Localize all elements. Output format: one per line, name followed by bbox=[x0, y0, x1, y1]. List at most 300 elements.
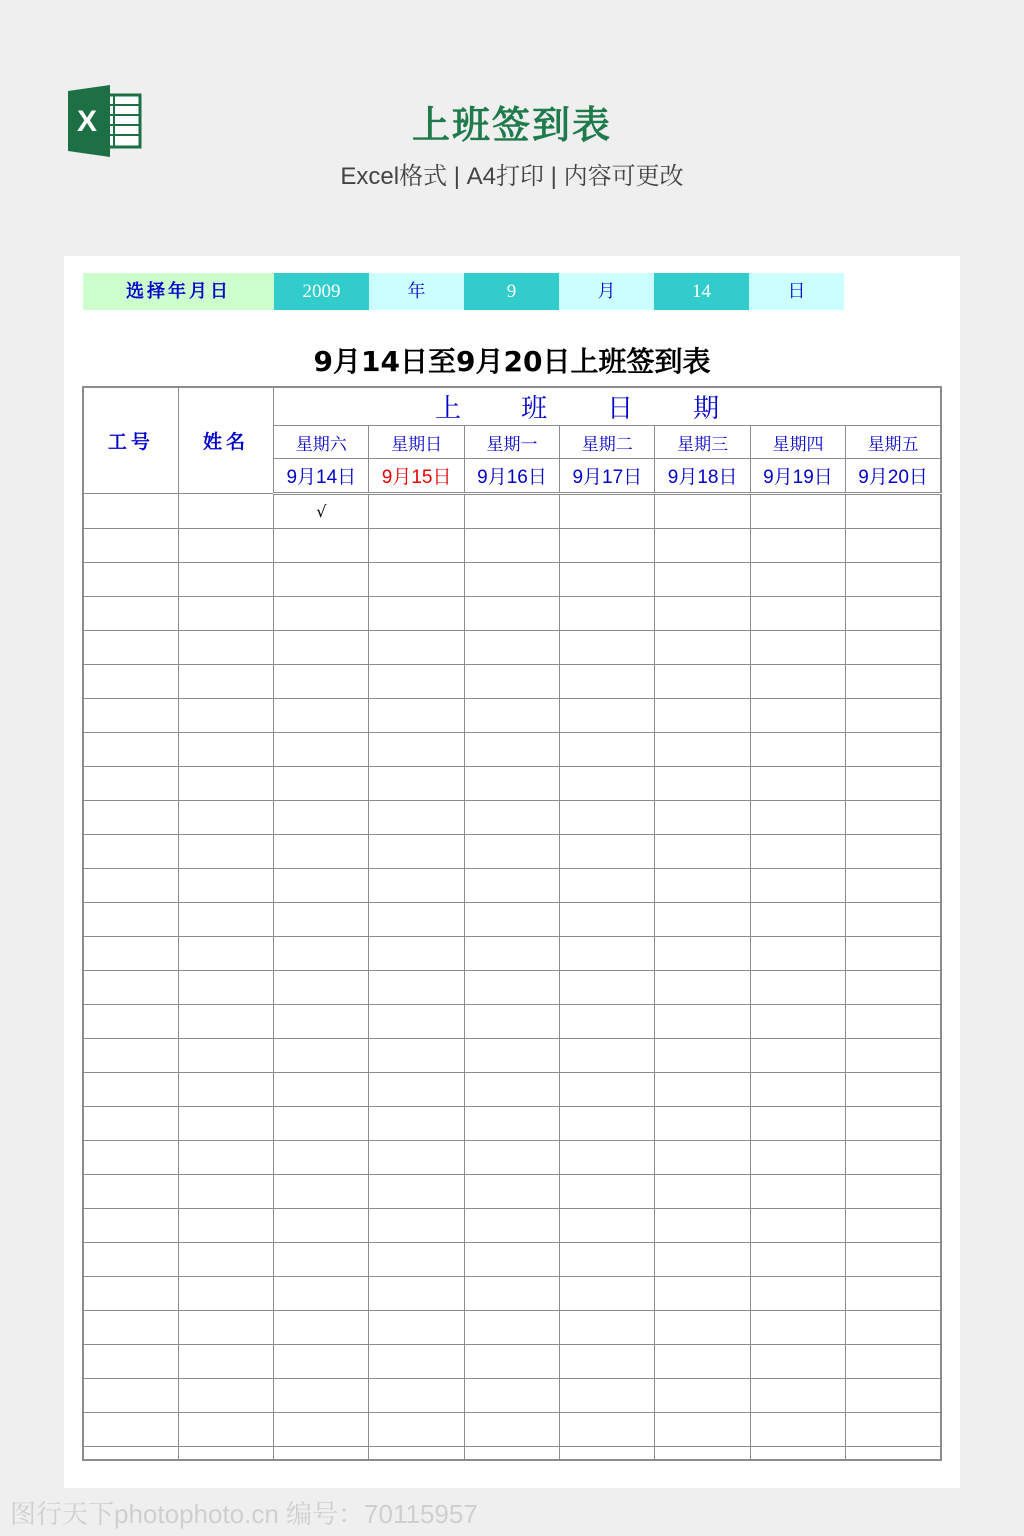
sign-in-cell[interactable] bbox=[369, 1209, 464, 1243]
sign-in-cell[interactable] bbox=[274, 903, 369, 937]
sign-in-cell[interactable] bbox=[560, 1209, 655, 1243]
employee-id-cell[interactable] bbox=[83, 1073, 178, 1107]
sign-in-cell[interactable] bbox=[274, 1277, 369, 1311]
name-cell[interactable] bbox=[178, 1005, 273, 1039]
sign-in-cell[interactable] bbox=[846, 1005, 941, 1039]
table-row bbox=[83, 903, 941, 937]
sign-in-cell[interactable] bbox=[560, 835, 655, 869]
sign-in-cell[interactable] bbox=[369, 937, 464, 971]
weekday-header: 星期二 bbox=[560, 426, 655, 459]
employee-id-cell[interactable] bbox=[83, 1175, 178, 1209]
employee-id-cell[interactable] bbox=[83, 1379, 178, 1413]
sign-in-cell[interactable] bbox=[750, 1243, 845, 1277]
sign-in-cell[interactable] bbox=[369, 529, 464, 563]
sign-in-cell[interactable] bbox=[750, 869, 845, 903]
sign-in-cell[interactable] bbox=[560, 631, 655, 665]
sign-in-cell[interactable] bbox=[464, 563, 559, 597]
sign-in-cell[interactable] bbox=[369, 1345, 464, 1379]
sign-in-cell[interactable] bbox=[655, 1175, 750, 1209]
sign-in-cell[interactable] bbox=[655, 1311, 750, 1345]
sign-in-cell[interactable] bbox=[274, 1209, 369, 1243]
sign-in-cell[interactable] bbox=[750, 903, 845, 937]
sign-in-cell[interactable] bbox=[655, 1141, 750, 1175]
partial-cell bbox=[464, 1447, 559, 1461]
employee-id-cell[interactable] bbox=[83, 1413, 178, 1447]
sign-in-cell[interactable] bbox=[369, 1039, 464, 1073]
sign-in-cell[interactable] bbox=[274, 971, 369, 1005]
sign-in-cell[interactable] bbox=[369, 1005, 464, 1039]
sign-in-cell[interactable] bbox=[750, 1107, 845, 1141]
sign-in-cell[interactable] bbox=[846, 1311, 941, 1345]
table-row bbox=[83, 971, 941, 1005]
table-row bbox=[83, 1379, 941, 1413]
sign-in-cell[interactable] bbox=[750, 1311, 845, 1345]
sign-in-cell[interactable] bbox=[750, 1413, 845, 1447]
name-cell[interactable] bbox=[178, 733, 273, 767]
sign-in-cell[interactable] bbox=[750, 1005, 845, 1039]
sign-in-cell[interactable] bbox=[369, 631, 464, 665]
name-cell[interactable] bbox=[178, 699, 273, 733]
sign-in-cell[interactable] bbox=[369, 1311, 464, 1345]
sign-in-cell[interactable] bbox=[846, 1345, 941, 1379]
month-cell[interactable]: 9 bbox=[464, 273, 559, 310]
sign-in-cell[interactable] bbox=[464, 869, 559, 903]
sign-in-cell[interactable] bbox=[560, 971, 655, 1005]
sign-in-cell[interactable] bbox=[560, 665, 655, 699]
sign-in-cell[interactable] bbox=[560, 1345, 655, 1379]
name-cell[interactable] bbox=[178, 1107, 273, 1141]
sign-in-cell[interactable] bbox=[560, 767, 655, 801]
sign-in-cell[interactable] bbox=[846, 1277, 941, 1311]
sign-in-cell[interactable] bbox=[274, 1413, 369, 1447]
sign-in-cell[interactable] bbox=[655, 1277, 750, 1311]
sign-in-cell[interactable] bbox=[846, 494, 941, 529]
name-cell[interactable] bbox=[178, 1413, 273, 1447]
sign-in-cell[interactable] bbox=[750, 937, 845, 971]
name-cell[interactable] bbox=[178, 1141, 273, 1175]
sign-in-cell[interactable] bbox=[464, 1209, 559, 1243]
sign-in-cell[interactable] bbox=[846, 835, 941, 869]
sign-in-cell[interactable] bbox=[274, 801, 369, 835]
sign-in-cell[interactable] bbox=[464, 1039, 559, 1073]
sign-in-cell[interactable] bbox=[846, 1379, 941, 1413]
sign-in-cell[interactable] bbox=[274, 767, 369, 801]
sign-in-cell[interactable] bbox=[750, 1073, 845, 1107]
sign-in-cell[interactable] bbox=[750, 1379, 845, 1413]
sign-in-cell[interactable] bbox=[464, 903, 559, 937]
sign-in-cell[interactable] bbox=[464, 1107, 559, 1141]
sign-in-cell[interactable] bbox=[369, 1073, 464, 1107]
sign-in-cell[interactable] bbox=[655, 1209, 750, 1243]
sign-in-cell[interactable] bbox=[274, 1073, 369, 1107]
partial-cell bbox=[750, 1447, 845, 1461]
sign-in-cell[interactable] bbox=[369, 1243, 464, 1277]
sign-in-cell[interactable] bbox=[274, 937, 369, 971]
sign-in-cell[interactable] bbox=[846, 631, 941, 665]
sign-in-cell[interactable] bbox=[655, 699, 750, 733]
sign-in-cell[interactable] bbox=[464, 937, 559, 971]
sign-in-cell[interactable] bbox=[655, 801, 750, 835]
partial-cell bbox=[274, 1447, 369, 1461]
sign-in-cell[interactable] bbox=[369, 1107, 464, 1141]
sign-in-cell[interactable] bbox=[750, 563, 845, 597]
name-cell[interactable] bbox=[178, 937, 273, 971]
sign-in-cell[interactable] bbox=[846, 665, 941, 699]
employee-id-cell[interactable] bbox=[83, 631, 178, 665]
name-cell[interactable] bbox=[178, 835, 273, 869]
day-cell[interactable]: 14 bbox=[654, 273, 749, 310]
sign-in-cell[interactable] bbox=[750, 597, 845, 631]
name-cell[interactable] bbox=[178, 597, 273, 631]
page-subtitle: Excel格式 | A4打印 | 内容可更改 bbox=[340, 163, 684, 190]
sign-in-cell[interactable] bbox=[560, 529, 655, 563]
sign-in-cell[interactable] bbox=[655, 1413, 750, 1447]
sign-in-cell[interactable] bbox=[655, 563, 750, 597]
sign-in-cell[interactable] bbox=[464, 1277, 559, 1311]
sign-in-cell[interactable] bbox=[369, 903, 464, 937]
employee-id-cell[interactable] bbox=[83, 1345, 178, 1379]
sign-in-cell[interactable] bbox=[274, 1005, 369, 1039]
weekday-header: 星期四 bbox=[750, 426, 845, 459]
employee-id-cell[interactable] bbox=[83, 1311, 178, 1345]
sign-in-cell[interactable] bbox=[846, 597, 941, 631]
table-row bbox=[83, 937, 941, 971]
sign-in-cell[interactable] bbox=[750, 1141, 845, 1175]
employee-id-cell[interactable] bbox=[83, 1039, 178, 1073]
sign-in-cell[interactable] bbox=[560, 1107, 655, 1141]
sign-in-cell[interactable] bbox=[750, 494, 845, 529]
sign-in-cell[interactable] bbox=[655, 1005, 750, 1039]
sign-in-cell[interactable] bbox=[655, 767, 750, 801]
employee-id-cell[interactable] bbox=[83, 1141, 178, 1175]
sign-in-cell[interactable]: √ bbox=[274, 494, 369, 529]
sign-in-cell[interactable] bbox=[655, 1107, 750, 1141]
employee-id-cell[interactable] bbox=[83, 903, 178, 937]
sign-in-cell[interactable] bbox=[274, 665, 369, 699]
name-cell[interactable] bbox=[178, 1277, 273, 1311]
sign-in-cell[interactable] bbox=[655, 665, 750, 699]
sign-in-cell[interactable] bbox=[560, 937, 655, 971]
name-cell[interactable] bbox=[178, 1209, 273, 1243]
sign-in-cell[interactable] bbox=[369, 1379, 464, 1413]
sign-in-cell[interactable] bbox=[655, 869, 750, 903]
table-row bbox=[83, 767, 941, 801]
employee-id-cell[interactable] bbox=[83, 971, 178, 1005]
sign-in-cell[interactable] bbox=[464, 1311, 559, 1345]
sign-in-cell[interactable] bbox=[655, 1039, 750, 1073]
table-row bbox=[83, 801, 941, 835]
sign-in-cell[interactable] bbox=[655, 1243, 750, 1277]
sign-in-cell[interactable] bbox=[464, 1073, 559, 1107]
name-cell[interactable] bbox=[178, 903, 273, 937]
sign-in-cell[interactable] bbox=[464, 699, 559, 733]
sign-in-cell[interactable] bbox=[464, 1379, 559, 1413]
sign-in-cell[interactable] bbox=[560, 494, 655, 529]
sign-in-cell[interactable] bbox=[750, 801, 845, 835]
name-cell[interactable] bbox=[178, 563, 273, 597]
employee-id-cell[interactable] bbox=[83, 733, 178, 767]
sign-in-cell[interactable] bbox=[560, 903, 655, 937]
sign-in-cell[interactable] bbox=[655, 631, 750, 665]
sign-in-cell[interactable] bbox=[464, 1413, 559, 1447]
sign-in-cell[interactable] bbox=[750, 1209, 845, 1243]
sign-in-cell[interactable] bbox=[369, 767, 464, 801]
sign-in-cell[interactable] bbox=[750, 1345, 845, 1379]
sign-in-cell[interactable] bbox=[560, 699, 655, 733]
sign-in-cell[interactable] bbox=[464, 801, 559, 835]
table-row bbox=[83, 1073, 941, 1107]
sign-in-cell[interactable] bbox=[464, 733, 559, 767]
sign-in-cell[interactable] bbox=[846, 563, 941, 597]
sign-in-cell[interactable] bbox=[464, 971, 559, 1005]
sign-in-cell[interactable] bbox=[274, 1107, 369, 1141]
name-cell[interactable] bbox=[178, 767, 273, 801]
sign-in-cell[interactable] bbox=[750, 733, 845, 767]
sign-in-cell[interactable] bbox=[750, 971, 845, 1005]
sign-in-cell[interactable] bbox=[560, 869, 655, 903]
sign-in-cell[interactable] bbox=[274, 597, 369, 631]
sign-in-cell[interactable] bbox=[846, 1073, 941, 1107]
employee-id-cell[interactable] bbox=[83, 665, 178, 699]
sign-in-cell[interactable] bbox=[846, 869, 941, 903]
sign-in-cell[interactable] bbox=[750, 665, 845, 699]
sign-in-cell[interactable] bbox=[846, 801, 941, 835]
sign-in-cell[interactable] bbox=[655, 1379, 750, 1413]
name-cell[interactable] bbox=[178, 665, 273, 699]
sign-in-cell[interactable] bbox=[560, 1413, 655, 1447]
sign-in-cell[interactable] bbox=[369, 1277, 464, 1311]
sign-in-cell[interactable] bbox=[560, 733, 655, 767]
sign-in-cell[interactable] bbox=[846, 903, 941, 937]
sign-in-cell[interactable] bbox=[464, 1243, 559, 1277]
month-unit: 月 bbox=[559, 273, 654, 310]
employee-id-cell[interactable] bbox=[83, 597, 178, 631]
employee-id-cell[interactable] bbox=[83, 937, 178, 971]
employee-id-cell[interactable] bbox=[83, 835, 178, 869]
name-cell[interactable] bbox=[178, 1243, 273, 1277]
sign-in-cell[interactable] bbox=[655, 1073, 750, 1107]
name-cell[interactable] bbox=[178, 1379, 273, 1413]
sign-in-cell[interactable] bbox=[274, 1039, 369, 1073]
sign-in-cell[interactable] bbox=[274, 563, 369, 597]
sign-in-cell[interactable] bbox=[655, 1345, 750, 1379]
table-row bbox=[83, 1175, 941, 1209]
sign-in-cell[interactable] bbox=[369, 597, 464, 631]
sign-in-cell[interactable] bbox=[750, 631, 845, 665]
sign-in-cell[interactable] bbox=[560, 1175, 655, 1209]
date-header: 9月19日 bbox=[750, 459, 845, 494]
year-cell[interactable]: 2009 bbox=[274, 273, 369, 310]
sign-in-cell[interactable] bbox=[560, 1379, 655, 1413]
sign-in-cell[interactable] bbox=[750, 1277, 845, 1311]
sign-in-cell[interactable] bbox=[369, 563, 464, 597]
sign-in-cell[interactable] bbox=[846, 971, 941, 1005]
sign-in-cell[interactable] bbox=[560, 801, 655, 835]
table-row bbox=[83, 1039, 941, 1073]
sign-in-cell[interactable] bbox=[655, 597, 750, 631]
table-row bbox=[83, 1209, 941, 1243]
name-cell[interactable] bbox=[178, 1311, 273, 1345]
sign-in-cell[interactable] bbox=[846, 1039, 941, 1073]
sign-in-cell[interactable] bbox=[655, 937, 750, 971]
name-cell[interactable] bbox=[178, 971, 273, 1005]
name-cell[interactable] bbox=[178, 1345, 273, 1379]
sign-in-cell[interactable] bbox=[560, 1311, 655, 1345]
sign-in-cell[interactable] bbox=[464, 1141, 559, 1175]
sign-in-cell[interactable] bbox=[274, 835, 369, 869]
sign-in-cell[interactable] bbox=[369, 699, 464, 733]
name-cell[interactable] bbox=[178, 801, 273, 835]
table-row bbox=[83, 563, 941, 597]
sign-in-cell[interactable] bbox=[464, 1345, 559, 1379]
sign-in-cell[interactable] bbox=[846, 767, 941, 801]
sign-in-cell[interactable] bbox=[274, 1141, 369, 1175]
name-cell[interactable] bbox=[178, 1073, 273, 1107]
sign-in-cell[interactable] bbox=[750, 529, 845, 563]
page-title: 上班签到表 bbox=[411, 103, 612, 147]
name-cell[interactable] bbox=[178, 494, 273, 529]
sign-in-cell[interactable] bbox=[464, 665, 559, 699]
sign-in-cell[interactable] bbox=[846, 1243, 941, 1277]
sign-in-cell[interactable] bbox=[464, 597, 559, 631]
sign-in-cell[interactable] bbox=[560, 1277, 655, 1311]
sign-in-cell[interactable] bbox=[369, 1413, 464, 1447]
header-employee-id: 工号 bbox=[83, 387, 178, 494]
spreadsheet-page bbox=[10, 256, 960, 1529]
sign-in-cell[interactable] bbox=[274, 529, 369, 563]
name-cell[interactable] bbox=[178, 1175, 273, 1209]
sign-in-cell[interactable] bbox=[655, 494, 750, 529]
sign-in-cell[interactable] bbox=[560, 1005, 655, 1039]
employee-id-cell[interactable] bbox=[83, 563, 178, 597]
sign-in-cell[interactable] bbox=[464, 1005, 559, 1039]
sign-in-cell[interactable] bbox=[464, 631, 559, 665]
sign-in-cell[interactable] bbox=[369, 801, 464, 835]
sign-in-cell[interactable] bbox=[846, 733, 941, 767]
employee-id-cell[interactable] bbox=[83, 1209, 178, 1243]
table-row bbox=[83, 665, 941, 699]
employee-id-cell[interactable] bbox=[83, 699, 178, 733]
table-row bbox=[83, 869, 941, 903]
employee-id-cell[interactable] bbox=[83, 869, 178, 903]
sign-in-cell[interactable] bbox=[464, 1175, 559, 1209]
sign-in-cell[interactable] bbox=[655, 529, 750, 563]
sign-in-cell[interactable] bbox=[560, 1141, 655, 1175]
sign-in-cell[interactable] bbox=[655, 971, 750, 1005]
header-work-dates: 上班日期 bbox=[274, 387, 941, 426]
sign-in-cell[interactable] bbox=[274, 1175, 369, 1209]
sign-in-cell[interactable] bbox=[274, 1311, 369, 1345]
sign-in-cell[interactable] bbox=[655, 733, 750, 767]
sign-in-cell[interactable] bbox=[750, 1039, 845, 1073]
sign-in-cell[interactable] bbox=[846, 1413, 941, 1447]
sign-in-cell[interactable] bbox=[560, 1073, 655, 1107]
employee-id-cell[interactable] bbox=[83, 494, 178, 529]
sign-in-cell[interactable] bbox=[464, 835, 559, 869]
sign-in-cell[interactable] bbox=[750, 699, 845, 733]
sign-in-cell[interactable] bbox=[464, 767, 559, 801]
employee-id-cell[interactable] bbox=[83, 1107, 178, 1141]
sign-in-cell[interactable] bbox=[369, 1141, 464, 1175]
sign-in-cell[interactable] bbox=[750, 835, 845, 869]
day-unit: 日 bbox=[749, 273, 844, 310]
sign-in-cell[interactable] bbox=[655, 835, 750, 869]
sign-in-cell[interactable] bbox=[846, 1141, 941, 1175]
sign-in-cell[interactable] bbox=[846, 1209, 941, 1243]
partial-cell bbox=[846, 1447, 941, 1461]
table-row bbox=[83, 529, 941, 563]
watermark: 图行天下photophoto.cn 编号：70115957 bbox=[10, 1499, 478, 1529]
date-header: 9月18日 bbox=[655, 459, 750, 494]
partial-cell bbox=[369, 1447, 464, 1461]
sign-in-cell[interactable] bbox=[560, 597, 655, 631]
sign-in-cell[interactable] bbox=[369, 971, 464, 1005]
sign-in-cell[interactable] bbox=[274, 1243, 369, 1277]
sign-in-cell[interactable] bbox=[369, 733, 464, 767]
employee-id-cell[interactable] bbox=[83, 1277, 178, 1311]
table-row bbox=[83, 597, 941, 631]
name-cell[interactable] bbox=[178, 869, 273, 903]
employee-id-cell[interactable] bbox=[83, 1005, 178, 1039]
sign-in-cell[interactable] bbox=[369, 665, 464, 699]
sign-in-cell[interactable] bbox=[369, 835, 464, 869]
sign-in-cell[interactable] bbox=[846, 937, 941, 971]
sign-in-cell[interactable] bbox=[274, 869, 369, 903]
sign-in-cell[interactable] bbox=[274, 733, 369, 767]
date-header: 9月14日 bbox=[274, 459, 369, 494]
sign-in-cell[interactable] bbox=[846, 1107, 941, 1141]
sign-in-cell[interactable] bbox=[560, 1243, 655, 1277]
sign-in-cell[interactable] bbox=[274, 1379, 369, 1413]
date-header: 9月16日 bbox=[464, 459, 559, 494]
table-row bbox=[83, 1277, 941, 1311]
sign-in-cell[interactable] bbox=[750, 1175, 845, 1209]
sign-in-cell[interactable] bbox=[274, 631, 369, 665]
partial-cell bbox=[83, 1447, 178, 1461]
sign-in-cell[interactable] bbox=[560, 1039, 655, 1073]
sign-in-cell[interactable] bbox=[369, 869, 464, 903]
sign-in-cell[interactable] bbox=[846, 699, 941, 733]
date-selector-label: 选择年月日 bbox=[83, 273, 274, 310]
sign-in-cell[interactable] bbox=[274, 1345, 369, 1379]
employee-id-cell[interactable] bbox=[83, 529, 178, 563]
sign-in-cell[interactable] bbox=[846, 529, 941, 563]
table-row bbox=[83, 1243, 941, 1277]
employee-id-cell[interactable] bbox=[83, 767, 178, 801]
sign-in-cell[interactable] bbox=[846, 1175, 941, 1209]
sign-in-cell[interactable] bbox=[750, 767, 845, 801]
date-selector bbox=[83, 273, 844, 310]
sign-in-cell[interactable] bbox=[274, 699, 369, 733]
table-row bbox=[83, 835, 941, 869]
partial-cell bbox=[178, 1447, 273, 1461]
date-header: 9月20日 bbox=[846, 459, 941, 494]
sign-in-cell[interactable] bbox=[369, 1175, 464, 1209]
sign-in-cell[interactable] bbox=[655, 903, 750, 937]
employee-id-cell[interactable] bbox=[83, 1243, 178, 1277]
partial-cell bbox=[655, 1447, 750, 1461]
sign-in-cell[interactable] bbox=[560, 563, 655, 597]
sign-in-cell[interactable] bbox=[464, 494, 559, 529]
sign-in-cell[interactable] bbox=[464, 529, 559, 563]
table-row bbox=[83, 1107, 941, 1141]
sign-in-cell[interactable] bbox=[369, 494, 464, 529]
employee-id-cell[interactable] bbox=[83, 801, 178, 835]
name-cell[interactable] bbox=[178, 631, 273, 665]
name-cell[interactable] bbox=[178, 1039, 273, 1073]
year-unit: 年 bbox=[369, 273, 464, 310]
name-cell[interactable] bbox=[178, 529, 273, 563]
